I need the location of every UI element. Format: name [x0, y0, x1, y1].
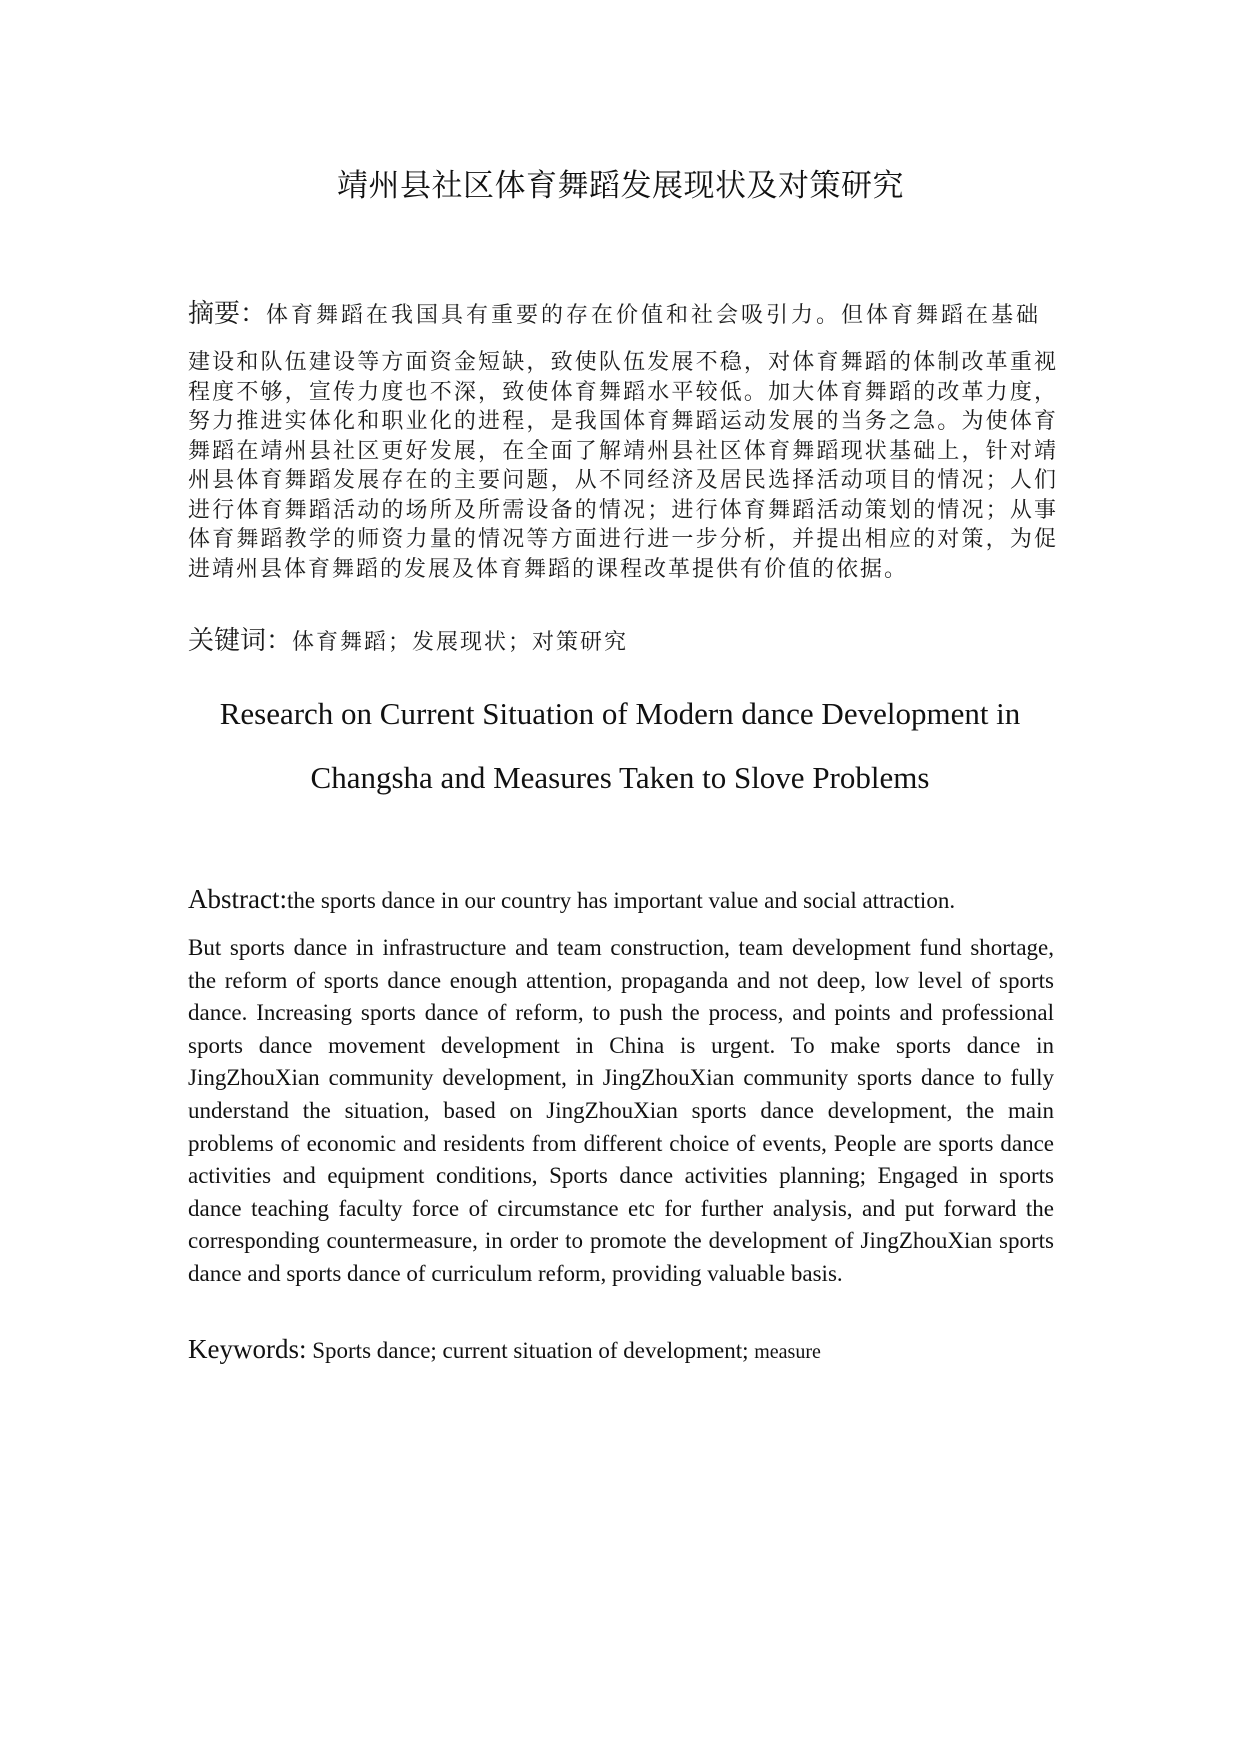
chinese-keywords-label: 关键词： — [188, 626, 293, 656]
chinese-keywords — [188, 620, 628, 657]
english-keywords-text: Sports dance; current situation of development; — [306, 1338, 755, 1363]
chinese-abstract-lead: 体育舞蹈在我国具有重要的存在价值和社会吸引力。但体育舞蹈在基础 — [266, 303, 1042, 328]
chinese-keywords-text: 体育舞蹈；发展现状；对策研究 — [292, 630, 629, 655]
english-abstract — [188, 882, 1054, 1291]
english-keywords — [188, 1334, 821, 1365]
chinese-abstract-first-line — [188, 296, 1058, 334]
english-keywords-label: Keywords: — [188, 1334, 307, 1364]
chinese-abstract — [188, 296, 1058, 584]
chinese-title: 靖州县社区体育舞蹈发展现状及对策研究 — [337, 168, 904, 204]
english-abstract-lead: the sports dance in our country has important value and social attraction. — [286, 888, 956, 913]
english-abstract-first-line — [188, 882, 1054, 918]
english-title — [150, 682, 1090, 810]
chinese-abstract-body: 建设和队伍建设等方面资金短缺，致使队伍发展不稳，对体育舞蹈的体制改革重视程度不够，宣传力度也不深，致使体育舞蹈水平较低。加大体育舞蹈的改革力度，努力推进实体化和职业化的进程，是我国体育舞蹈运动发展的当务之急。为使体育舞蹈在靖州县社区更好发展，在全面了解靖州县社区体育舞蹈现状基础上，针对靖州县体育舞蹈发展存在的主要问题，从不同经济及居民选择活动项目的情况；人们进行体育舞蹈活动的场所及所需设备的情况；进行体育舞蹈活动策划的情况；从事体育舞蹈教学的师资力量的情况等方面进行进一步分析，并提出相应的对策，为促进靖州县体育舞蹈的发展及体育舞蹈的课程改革提供有价值的依据。 — [188, 350, 1058, 582]
english-title-line-1: Research on Current Situation of Modern dance Development in — [219, 696, 1021, 731]
english-abstract-label: Abstract: — [188, 884, 287, 914]
english-title-line-2: Changsha and Measures Taken to Slove Problems — [310, 760, 930, 795]
english-abstract-body: But sports dance in infrastructure and team construction, team development fund shortage, the reform of sports dance enough attention, propaganda and not deep, low level of sports dance. Increasing sports dance of reform, to push the process, and points and professional sports dance movement development in China is urgent. To make sports dance in JingZhouXian community development, in JingZhouXian community sports dance to fully understand the situation, based on JingZhouXian sports dance development, the main problems of economic and residents from different choice of events, People are sports dance activities and equipment conditions, Sports dance activities planning; Engaged in sports dance teaching faculty force of circumstance etc for further analysis, and put forward the corresponding countermeasure, in order to promote the development of JingZhouXian sports dance and sports dance of curriculum reform, providing valuable basis. — [188, 935, 1054, 1286]
english-keywords-last: measure — [754, 1341, 821, 1363]
chinese-abstract-label: 摘要： — [188, 299, 267, 329]
